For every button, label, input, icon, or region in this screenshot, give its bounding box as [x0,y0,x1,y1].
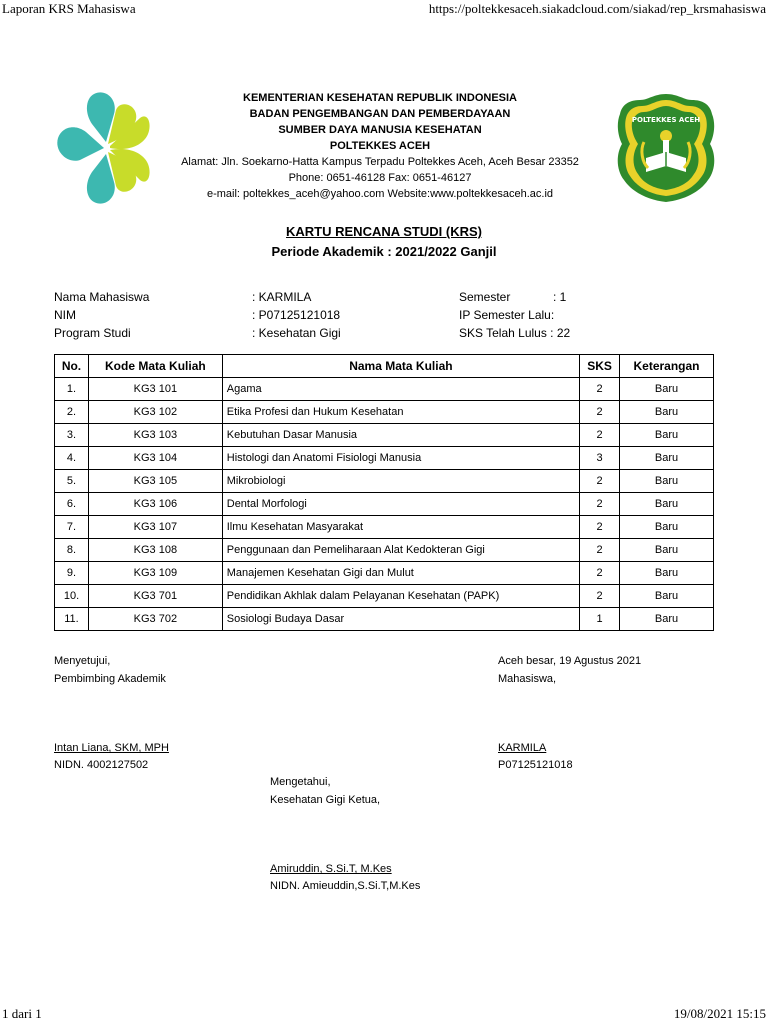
cell-sks: 2 [580,401,620,424]
student-role: Mahasiswa, [498,673,557,685]
table-row [55,539,714,562]
table-body [55,378,714,631]
sks-passed: SKS Telah Lulus : 22 [459,326,571,340]
cell-note: Baru [620,447,714,470]
cell-course: Pendidikan Akhlak dalam Pelayanan Kesehatan (PAPK) [222,585,579,608]
table-row [55,608,714,631]
cell-no: 9. [55,562,89,585]
cell-code: KG3 105 [88,470,222,493]
poltekkes-seal-logo [614,92,718,204]
cell-note: Baru [620,378,714,401]
browser-url[interactable]: https://poltekkesaceh.siakadcloud.com/siakad/rep_krsmahasiswa [428,1,766,16]
cell-sks: 2 [580,493,620,516]
cell-sks: 2 [580,378,620,401]
cell-course: Kebutuhan Dasar Manusia [222,424,579,447]
cell-sks: 1 [580,608,620,631]
cell-note: Baru [620,516,714,539]
table-header-row [55,355,714,378]
browser-title: Laporan KRS Mahasiswa [2,1,136,16]
cell-course: Ilmu Kesehatan Masyarakat [222,516,579,539]
cell-course: Dental Morfologi [222,493,579,516]
advisor-name: Intan Liana, SKM, MPH [54,742,169,754]
table-row [55,585,714,608]
cell-code: KG3 701 [88,585,222,608]
student-name-value: : KARMILA [252,290,312,304]
print-datetime: 19/08/2021 15:15 [673,1006,766,1021]
col-header-no: No. [55,355,89,378]
cell-course: Agama [222,378,579,401]
table-row [55,562,714,585]
cell-code: KG3 107 [88,516,222,539]
table-row [55,401,714,424]
krs-table [54,354,714,631]
col-header-note: Keterangan [620,355,714,378]
cell-course: Etika Profesi dan Hukum Kesehatan [222,401,579,424]
prodi-label: Program Studi [54,326,131,340]
col-header-code: Kode Mata Kuliah [88,355,222,378]
nim-label: NIM [54,308,76,322]
semester-label: Semester [459,290,511,304]
cell-course: Histologi dan Anatomi Fisiologi Manusia [222,447,579,470]
table-row [55,424,714,447]
agency-name-cont: SUMBER DAYA MANUSIA KESEHATAN [278,124,482,136]
cell-sks: 3 [580,447,620,470]
document-title: KARTU RENCANA STUDI (KRS) [286,224,482,239]
head-role: Kesehatan Gigi Ketua, [270,794,381,806]
address: Alamat: Jln. Soekarno-Hatta Kampus Terpadu Poltekkes Aceh, Aceh Besar 23352 [181,156,579,168]
cell-no: 6. [55,493,89,516]
advisor-nidn: NIDN. 4002127502 [54,759,149,771]
col-header-course: Nama Mata Kuliah [222,355,579,378]
approval-label: Menyetujui, [54,655,111,667]
cell-course: Penggunaan dan Pemeliharaan Alat Kedokteran Gigi [222,539,579,562]
table-row [55,516,714,539]
cell-no: 11. [55,608,89,631]
cell-note: Baru [620,562,714,585]
cell-note: Baru [620,539,714,562]
cell-code: KG3 103 [88,424,222,447]
letterhead [160,90,600,202]
cell-code: KG3 109 [88,562,222,585]
cell-code: KG3 106 [88,493,222,516]
cell-course: Mikrobiologi [222,470,579,493]
cell-note: Baru [620,608,714,631]
prodi-value: : Kesehatan Gigi [252,326,341,340]
cell-course: Sosiologi Budaya Dasar [222,608,579,631]
cell-sks: 2 [580,516,620,539]
table-row [55,493,714,516]
page-counter: 1 dari 1 [2,1006,42,1021]
nim-value: : P07125121018 [252,308,341,322]
cell-no: 7. [55,516,89,539]
cell-note: Baru [620,401,714,424]
student-sign-nim: P07125121018 [498,759,573,771]
academic-period: Periode Akademik : 2021/2022 Ganjil [271,244,497,259]
cell-code: KG3 101 [88,378,222,401]
cell-code: KG3 108 [88,539,222,562]
cell-no: 4. [55,447,89,470]
cell-sks: 2 [580,562,620,585]
phone: Phone: 0651-46128 Fax: 0651-46127 [288,172,472,184]
cell-note: Baru [620,470,714,493]
table-row [55,447,714,470]
advisor-role: Pembimbing Akademik [54,673,166,685]
cell-no: 10. [55,585,89,608]
email-website: e-mail: poltekkes_aceh@yahoo.com Website:www.poltekkesaceh.ac.id [206,188,554,200]
cell-no: 3. [55,424,89,447]
table-row [55,378,714,401]
head-nidn: NIDN. Amieuddin,S.Si.T,M.Kes [270,880,421,892]
ministry-name: KEMENTERIAN KESEHATAN REPUBLIK INDONESIA [243,92,517,104]
cell-note: Baru [620,585,714,608]
col-header-sks: SKS [580,355,620,378]
cell-no: 8. [55,539,89,562]
cell-course: Manajemen Kesehatan Gigi dan Mulut [222,562,579,585]
acknowledged-label: Mengetahui, [270,776,331,788]
head-name: Amiruddin, S.Si.T, M.Kes [270,863,392,875]
sign-place-date: Aceh besar, 19 Agustus 2021 [498,655,642,667]
cell-code: KG3 102 [88,401,222,424]
cell-code: KG3 104 [88,447,222,470]
cell-sks: 2 [580,539,620,562]
seal-text: POLTEKKES ACEH [631,116,701,124]
cell-sks: 2 [580,424,620,447]
ip-semester-label: IP Semester Lalu: [459,308,555,322]
cell-no: 1. [55,378,89,401]
cell-note: Baru [620,493,714,516]
agency-name: BADAN PENGEMBANGAN DAN PEMBERDAYAAN [249,108,511,120]
cell-sks: 2 [580,470,620,493]
institution-name: POLTEKKES ACEH [329,140,431,152]
logo-teal-left-leaf [57,127,104,161]
kemenkes-logo [54,90,150,206]
cell-note: Baru [620,424,714,447]
table-row [55,470,714,493]
student-name-label: Nama Mahasiswa [54,290,150,304]
cell-code: KG3 702 [88,608,222,631]
cell-no: 5. [55,470,89,493]
semester-value: : 1 [553,290,567,304]
cell-sks: 2 [580,585,620,608]
student-sign-name: KARMILA [498,742,547,754]
cell-no: 2. [55,401,89,424]
